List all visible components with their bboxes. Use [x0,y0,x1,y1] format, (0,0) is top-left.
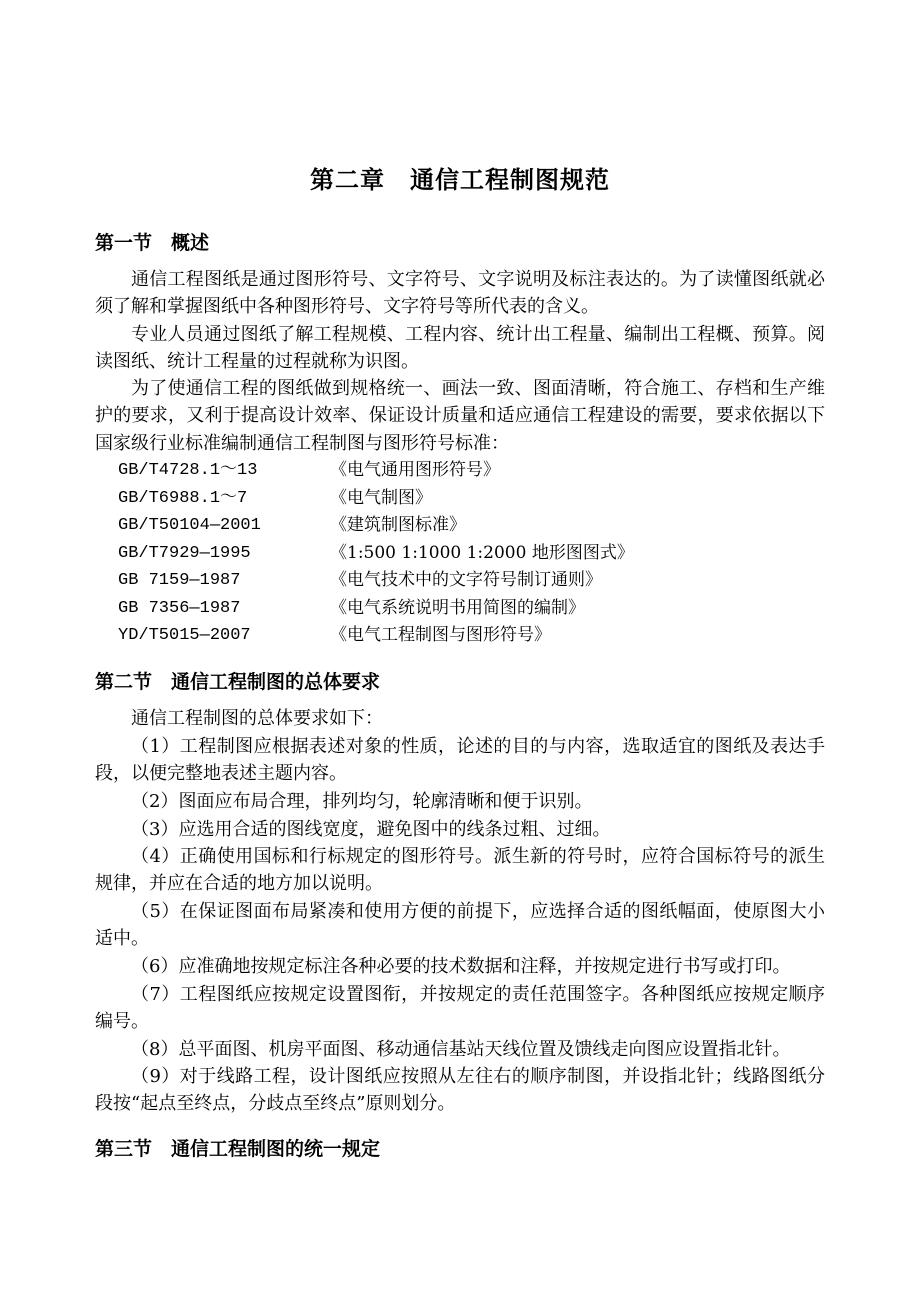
paragraph: 通信工程制图的总体要求如下： [131,708,383,729]
requirement-item: （4）正确使用国标和行标规定的图形符号。派生新的符号时，应符合国标符号的派生规律，并应在合适的地方加以说明。 [95,846,825,895]
requirement-item: （8）总平面图、机房平面图、移动通信基站天线位置及馈线走向图应设置指北针。 [131,1039,791,1060]
standard-row [118,512,634,540]
paragraph: 通信工程图纸是通过图形符号、文字符号、文字说明及标注表达的。为了读懂图纸就必须了解和掌握图纸中各种图形符号、文字符号等所代表的含义。 [95,269,825,318]
standard-name: 《建筑制图标准》 [330,515,466,535]
requirement-item: （9）对于线路工程，设计图纸应按照从左往右的顺序制图，并设指北针；线路图纸分段按“起点至终点，分歧点至终点”原则划分。 [95,1066,825,1115]
standards-list [118,457,634,650]
section-heading-overview: 第一节 概述 [95,232,210,254]
standard-code: GB 7356—1987 [118,598,241,618]
standard-name: 《电气技术中的文字符号制订通则》 [330,570,602,590]
standard-row [118,540,634,568]
requirement-item: （3）应选用合适的图线宽度，避免图中的线条过粗、过细。 [131,819,611,840]
section-heading-unified-rules: 第三节 通信工程制图的统一规定 [95,1138,381,1160]
standard-name: 《1:500 1:1000 1:2000 地形图图式》 [330,542,634,563]
standard-name: 《电气工程制图与图形符号》 [330,625,551,645]
standard-code: GB/T4728.1～13 [118,461,258,480]
standard-code: GB/T6988.1～7 [118,488,248,508]
requirement-item: （6）应准确地按规定标注各种必要的技术数据和注释，并按规定进行书写或打印。 [131,956,791,977]
requirement-item: （2）图面应布局合理，排列均匀，轮廓清晰和便于识别。 [131,791,593,812]
standard-row [118,457,634,485]
requirement-item: （5）在保证图面布局紧凑和使用方便的前提下，应选择合适的图纸幅面，使原图大小适中。 [95,901,825,950]
standard-row [118,595,634,623]
standard-code: GB 7159—1987 [118,571,241,590]
standard-name: 《电气通用图形符号》 [330,460,500,480]
standard-name: 《电气系统说明书用简图的编制》 [330,597,585,618]
requirement-item: （1）工程制图应根据表述对象的性质，论述的目的与内容，选取适宜的图纸及表达手段，以便完整地表述主题内容。 [95,736,825,785]
section-heading-general-requirements: 第二节 通信工程制图的总体要求 [95,671,381,693]
requirement-item: （7）工程图纸应按规定设置图衔，并按规定的责任范围签字。各种图纸应按规定顺序编号。 [95,984,825,1033]
standard-code: GB/T7929—1995 [118,543,251,563]
standard-name: 《电气制图》 [330,487,432,508]
chapter-title: 第二章 通信工程制图规范 [310,166,610,194]
standard-code: GB/T50104—2001 [118,516,261,535]
paragraph: 专业人员通过图纸了解工程规模、工程内容、统计出工程量、编制出工程概、预算。阅读图纸、统计工程量的过程就称为识图。 [95,324,825,373]
paragraph: 为了使通信工程的图纸做到规格统一、画法一致、图面清晰，符合施工、存档和生产维护的要求，又利于提高设计效率、保证设计质量和适应通信工程建设的需要，要求依据以下国家级行业标准编制通信工程制图与图形符号标准： [95,378,825,454]
standard-row [118,622,634,650]
standard-row [118,567,634,595]
standard-code: YD/T5015—2007 [118,626,251,645]
standard-row [118,485,634,513]
